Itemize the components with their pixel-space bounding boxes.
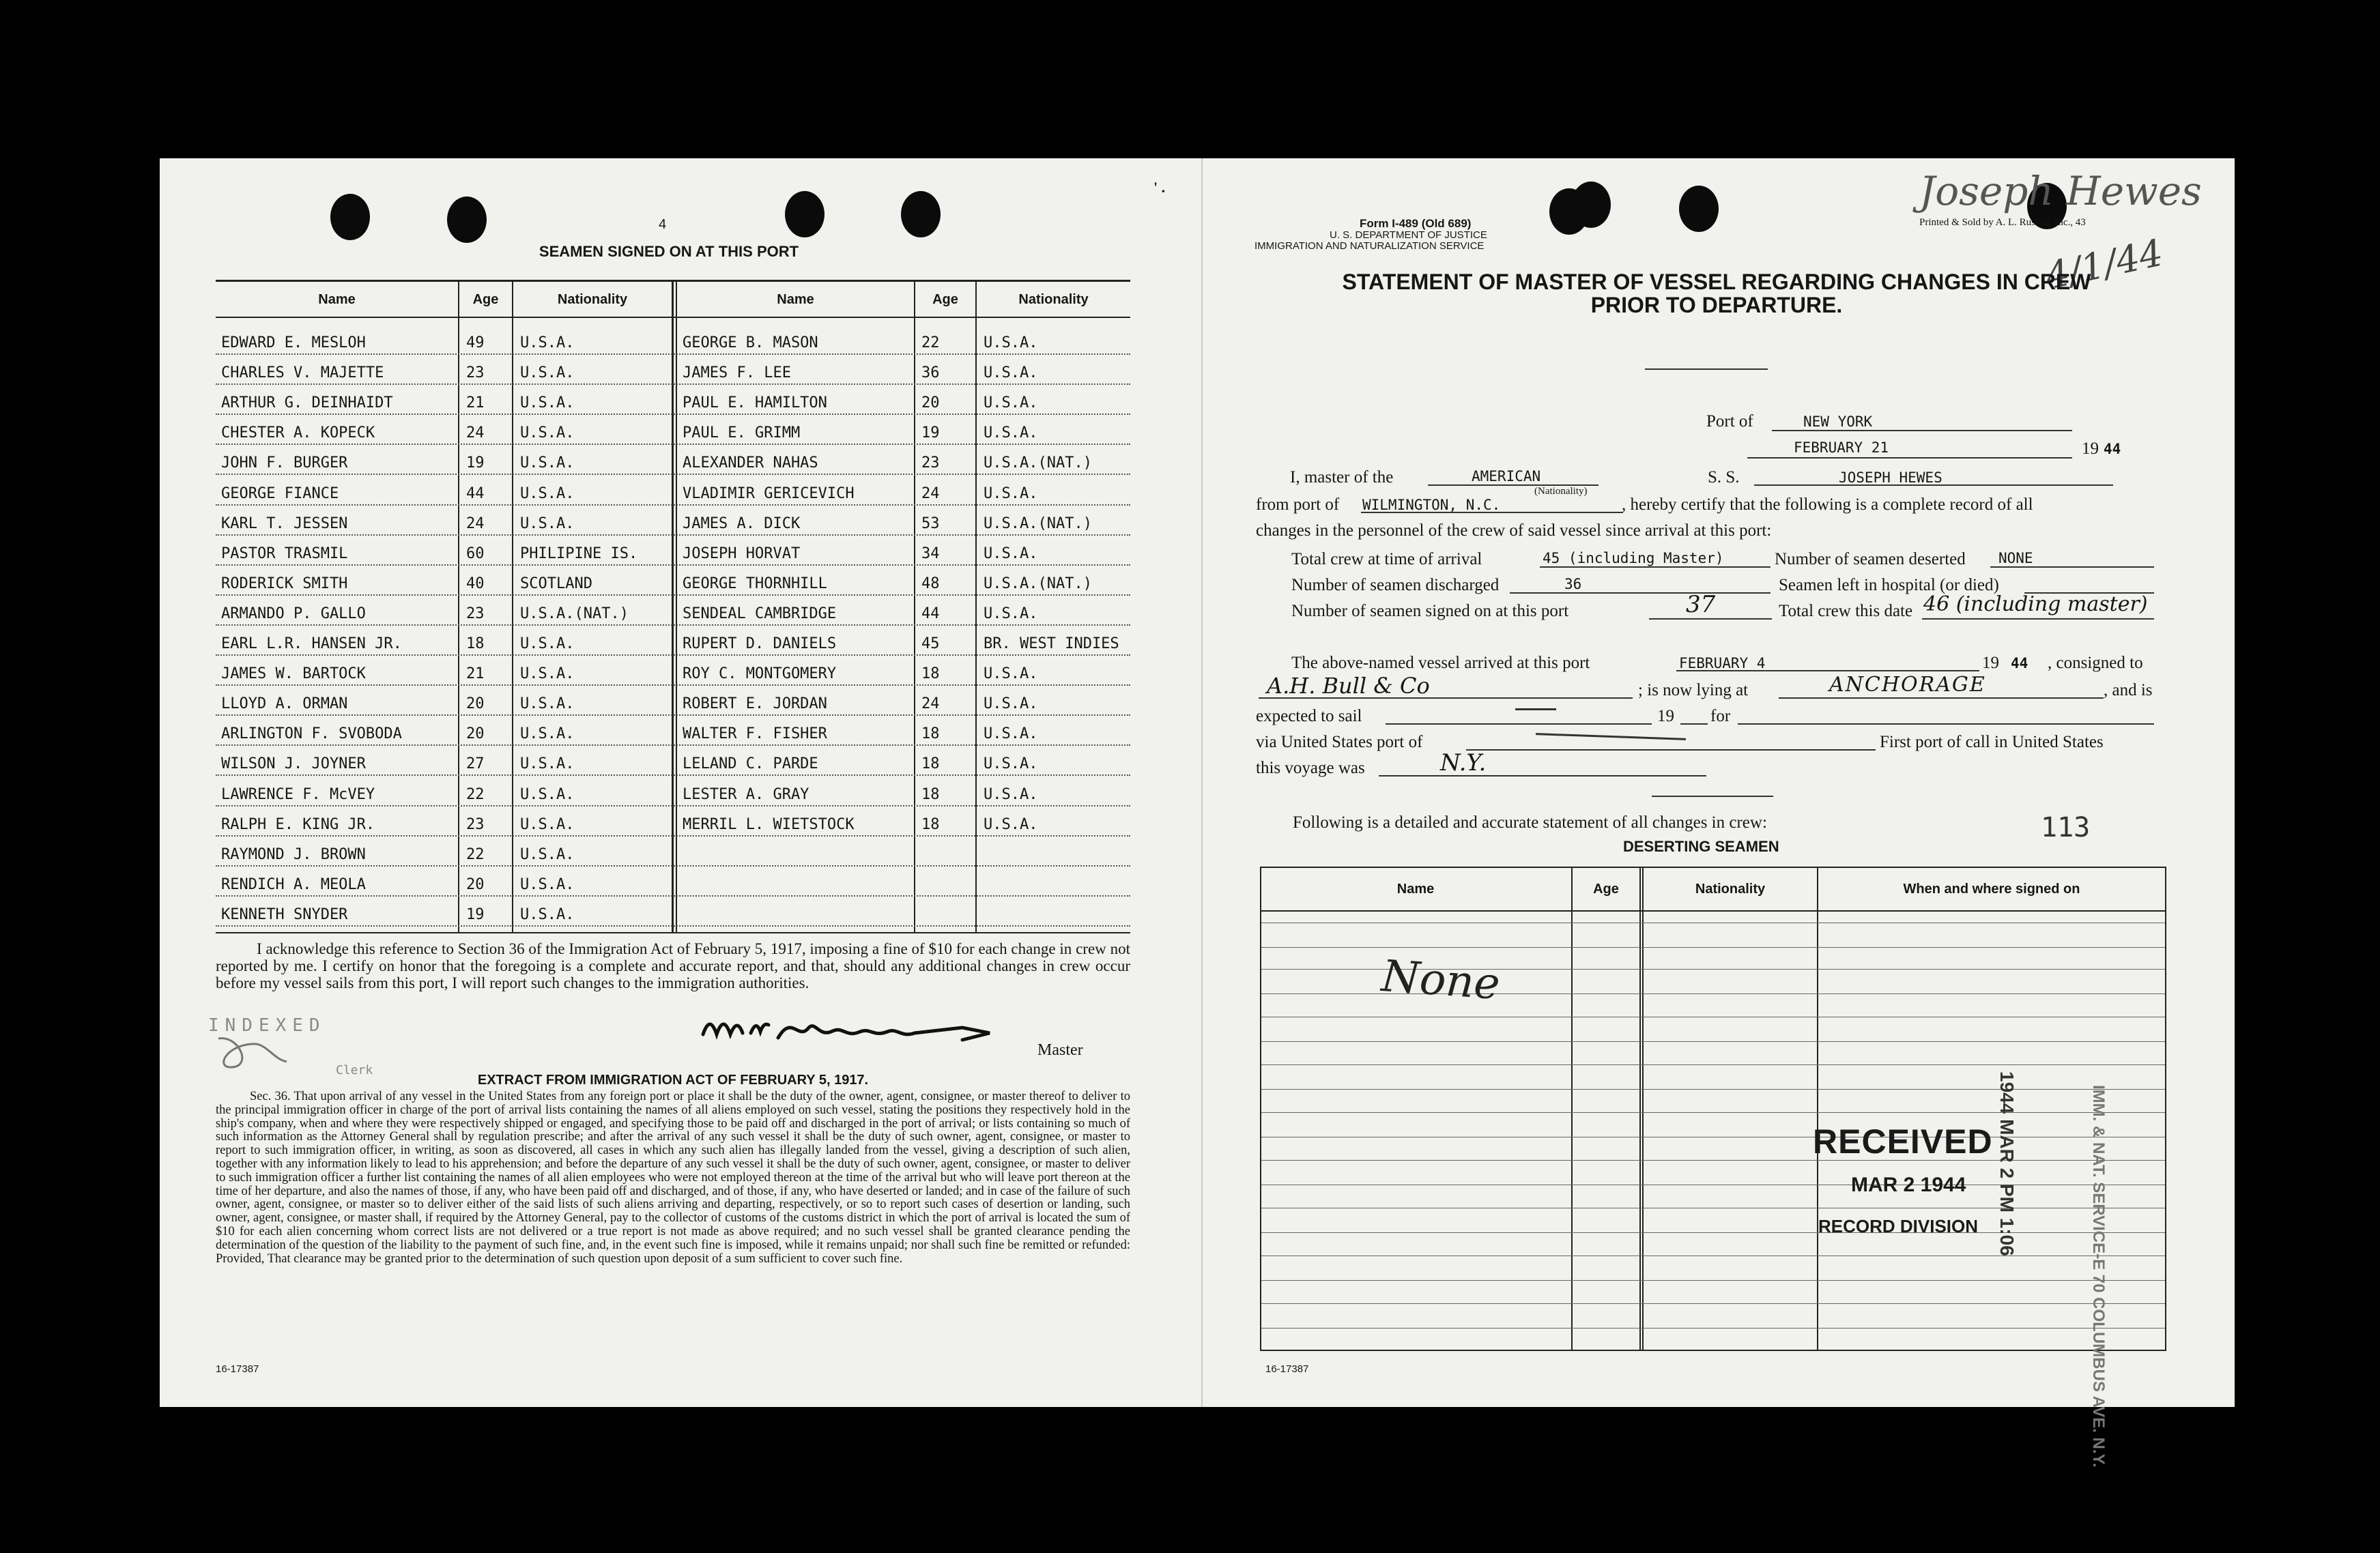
total-crew-value: 45 (including Master)	[1543, 550, 1724, 566]
desert-row-rule	[1261, 1160, 2165, 1161]
crew-nationality-cell: U.S.A.	[984, 755, 1038, 773]
punch-hole	[447, 197, 487, 243]
crew-name-cell: PAUL E. HAMILTON	[683, 394, 827, 412]
crew-nationality-cell: U.S.A.	[984, 815, 1038, 833]
total-crew-label: Total crew at time of arrival	[1291, 550, 1482, 568]
date-line	[1747, 457, 2072, 459]
row-rule	[216, 594, 1130, 596]
crew-name-cell: KARL T. JESSEN	[221, 514, 348, 532]
row-rule	[216, 564, 1130, 566]
crew-name-cell: JAMES W. BARTOCK	[221, 665, 366, 683]
crew-nationality-cell: U.S.A.	[984, 484, 1038, 502]
desert-entry: None	[1379, 951, 1502, 1010]
desert-row-rule	[1261, 1112, 2165, 1113]
crew-name-cell: CHESTER A. KOPECK	[221, 424, 375, 442]
crew-name-cell: LAWRENCE F. McVEY	[221, 785, 375, 803]
crew-age-cell: 48	[921, 575, 940, 592]
arrived-label: The above-named vessel arrived at this port	[1291, 654, 1590, 672]
crew-name-cell: EDWARD E. MESLOH	[221, 334, 366, 351]
desert-row-rule	[1261, 1064, 2165, 1065]
clerk-label: Clerk	[336, 1063, 373, 1077]
page-fold	[1201, 158, 1203, 1407]
crew-name-cell: ROY C. MONTGOMERY	[683, 665, 837, 683]
received-date: MAR 2 1944	[1851, 1174, 1966, 1196]
total-date-label: Total crew this date	[1779, 602, 1913, 620]
crew-nationality-cell: U.S.A.	[520, 454, 575, 472]
printer-note: Printed & Sold by A. L. Russell, Inc., 43	[1919, 217, 2086, 228]
received-stamp: RECEIVED	[1813, 1122, 1993, 1161]
for-line	[1738, 723, 2154, 725]
clerk-initials	[212, 1032, 293, 1071]
row-rule	[216, 534, 1130, 536]
row-rule	[216, 383, 1130, 385]
crew-nationality-cell: U.S.A.	[520, 635, 575, 652]
crew-age-cell: 18	[921, 665, 940, 683]
expected-dash	[1515, 708, 1556, 710]
crew-nationality-cell: U.S.A.	[984, 665, 1038, 683]
year-value: 44	[2104, 441, 2121, 457]
crew-name-cell: PAUL E. GRIMM	[683, 424, 801, 442]
title-rule	[1645, 368, 1768, 370]
handwritten-ship-name: Joseph Hewes	[1919, 168, 2202, 214]
crew-age-cell: 40	[466, 575, 485, 592]
port-line	[1772, 430, 2072, 431]
row-rule	[216, 925, 1130, 927]
crew-nationality-cell: U.S.A.(NAT.)	[520, 605, 629, 622]
crew-age-cell: 23	[466, 815, 485, 833]
crew-age-cell: 24	[466, 424, 485, 442]
lying-line	[1779, 697, 2104, 699]
row-rule	[216, 474, 1130, 475]
discharged-line	[1510, 592, 1770, 594]
deserted-value: NONE	[1998, 550, 2033, 566]
row-rule	[216, 444, 1130, 445]
crew-nationality-cell: U.S.A.	[520, 905, 575, 923]
crew-name-cell: SENDEAL CAMBRIDGE	[683, 605, 837, 622]
row-rule	[216, 353, 1130, 355]
acknowledgement-text: I acknowledge this reference to Section 36 of the Immigration Act of February 5, 1917, imposing a fine of $10 for each change in crew not reported by me. I certify on honor that the foregoing is a complete and accurate report, and that, should any additional changes in crew occur before my vessel sails from this port, I will report such changes to the immigration authorities.	[216, 940, 1130, 991]
voyage-label: this voyage was	[1256, 759, 1365, 777]
crew-nationality-cell: U.S.A.	[520, 755, 575, 773]
master-label: Master	[1037, 1041, 1083, 1059]
record-division: RECORD DIVISION	[1818, 1216, 1979, 1236]
crew-name-cell: RAYMOND J. BROWN	[221, 845, 366, 863]
crew-name-cell: ALEXANDER NAHAS	[683, 454, 818, 472]
punch-hole	[785, 191, 825, 237]
crew-nationality-cell: U.S.A.(NAT.)	[984, 575, 1092, 592]
crew-nationality-cell: U.S.A.	[520, 725, 575, 743]
signed-on-value: 37	[1686, 591, 1716, 618]
crew-nationality-cell: U.S.A.	[520, 875, 575, 893]
hospital-label: Seamen left in hospital (or died)	[1779, 576, 1999, 594]
crew-nationality-cell: U.S.A.	[984, 605, 1038, 622]
extract-title: EXTRACT FROM IMMIGRATION ACT OF FEBRUARY 5, 1917.	[477, 1073, 869, 1088]
crew-name-cell: RUPERT D. DANIELS	[683, 635, 837, 652]
following-label: Following is a detailed and accurate statement of all changes in crew:	[1293, 813, 1767, 832]
discharged-value: 36	[1564, 576, 1582, 592]
desert-row-rule	[1261, 1041, 2165, 1042]
desert-row-rule	[1261, 1303, 2165, 1304]
form-title	[1290, 270, 2143, 317]
crew-name-cell: LLOYD A. ORMAN	[221, 695, 348, 713]
desert-column-header: Nationality	[1695, 882, 1766, 897]
crew-nationality-cell: U.S.A.	[520, 364, 575, 382]
crew-nationality-cell: U.S.A.	[984, 725, 1038, 743]
row-rule	[216, 774, 1130, 776]
year-prefix: 19	[2082, 439, 2099, 458]
desert-row-rule	[1261, 1089, 2165, 1090]
punch-hole	[1679, 186, 1719, 232]
master-signature	[689, 1007, 1010, 1055]
from-port-value: WILMINGTON, N.C.	[1362, 497, 1501, 513]
form-code-right: 16-17387	[1265, 1363, 1309, 1375]
via-label: via United States port of	[1256, 733, 1423, 751]
via-line	[1466, 749, 1876, 751]
crew-nationality-cell: U.S.A.	[984, 394, 1038, 412]
arrived-year: 44	[2011, 655, 2028, 671]
for-label: for	[1710, 707, 1731, 725]
crew-name-cell: ARLINGTON F. SVOBODA	[221, 725, 402, 743]
crew-age-cell: 27	[466, 755, 485, 773]
crew-name-cell: GEORGE B. MASON	[683, 334, 818, 351]
ss-label: S. S.	[1708, 468, 1740, 487]
certify-text: , hereby certify that the following is a complete record of all	[1622, 495, 2033, 514]
desert-row-rule	[1261, 1232, 2165, 1233]
crew-age-cell: 22	[466, 785, 485, 803]
crew-name-cell: CHARLES V. MAJETTE	[221, 364, 384, 382]
voyage-line	[1379, 775, 1706, 776]
crew-nationality-cell: U.S.A.	[520, 334, 575, 351]
time-stamp: 1944 MAR 2 PM 1:06	[1996, 1071, 2018, 1256]
crew-name-cell: RODERICK SMITH	[221, 575, 348, 592]
crew-nationality-cell: U.S.A.	[984, 545, 1038, 562]
form-title-line2: PRIOR TO DEPARTURE.	[1590, 293, 1843, 317]
section-rule	[1652, 796, 1773, 797]
crew-name-cell: EARL L.R. HANSEN JR.	[221, 635, 402, 652]
row-rule	[216, 504, 1130, 506]
desert-row-rule	[1261, 1280, 2165, 1281]
crew-name-cell: KENNETH SNYDER	[221, 905, 348, 923]
crew-age-cell: 19	[921, 424, 940, 442]
expected-year-line	[1680, 723, 1708, 725]
crew-age-cell: 20	[921, 394, 940, 412]
row-rule	[216, 835, 1130, 837]
crew-age-cell: 24	[921, 695, 940, 713]
crew-nationality-cell: U.S.A.	[520, 484, 575, 502]
crew-age-cell: 44	[466, 484, 485, 502]
lying-label: ; is now lying at	[1638, 681, 1749, 699]
page-stamp: 113	[2041, 812, 2091, 843]
service: IMMIGRATION AND NATURALIZATION SERVICE	[1254, 240, 1485, 252]
crew-nationality-cell: U.S.A.	[520, 424, 575, 442]
deserted-line	[1990, 566, 2154, 568]
desert-column-header: Age	[1593, 882, 1619, 897]
row-rule	[216, 805, 1130, 807]
first-port-label: First port of call in United States	[1880, 733, 2104, 751]
extract-text: Sec. 36. That upon arrival of any vessel in the United States from any foreign port or place it shall be the duty of the owner, agent, consignee, or master thereof to deliver to the principal immigration officer in charge of the port of arrival lists containing the names of all aliens employed on such vessel, stating the positions they respectively hold in the ship's company, when and where they were respectively shipped or engaged, and specifying those to be paid off and discharged in the port of arrival; or lists containing so much of such information as the Attorney General shall by regulation prescribe; and after the arrival of any such vessel it shall be the duty of such owner, agent, consignee, or master to report to such immigration officer, in writing, as soon as discovered, all cases in which any such alien has illegally landed from the vessel, giving a description of such alien, together with any information likely to lead to his apprehension; and before the departure of any such vessel it shall be the duty of such owner, agent, consignee, or master to deliver to such immigration officer a further list containing the names of all alien employees who were not employed thereon at the time of the arrival but who will leave port thereon at the time of her departure, and also the names of those, if any, who have been paid off and discharged, and of those, if any, who have deserted or landed; and in case of the failure of such owner, agent, consignee, or master so to deliver either of the said lists of such aliens arriving and departing, respectively, or so to report such cases of desertion or landing, such owner, agent, consignee, or master shall, if required by the Attorney General, pay to the collector of customs of the customs district in which the port of arrival is located the sum of $10 for each alien concerning whom correct lists are not delivered or a true report is not made as above required; and no such vessel shall be granted clearance pending the determination of the question of the liability to the payment of such fine, and, in the event such fine is imposed, while it remains unpaid; nor shall such fine be remitted or refunded: Provided, That clearance may be granted prior to the determination of such question upon deposit of a sum sufficient to cover such fine.	[216, 1090, 1130, 1266]
crew-name-cell: ARMANDO P. GALLO	[221, 605, 366, 622]
crew-age-cell: 20	[466, 875, 485, 893]
row-rule	[216, 624, 1130, 626]
crew-nationality-cell: U.S.A.	[520, 394, 575, 412]
crew-nationality-cell: U.S.A.	[984, 785, 1038, 803]
crew-name-cell: JAMES F. LEE	[683, 364, 791, 382]
crew-age-cell: 24	[466, 514, 485, 532]
crew-nationality-cell: U.S.A.	[520, 845, 575, 863]
signed-on-line	[1649, 618, 1772, 620]
column-header: Age	[472, 292, 499, 307]
crew-age-cell: 18	[921, 785, 940, 803]
crew-name-cell: MERRIL L. WIETSTOCK	[683, 815, 855, 833]
crew-nationality-cell: U.S.A.	[520, 665, 575, 683]
crew-age-cell: 45	[921, 635, 940, 652]
deserting-table	[1260, 867, 2166, 1351]
crew-age-cell: 18	[921, 815, 940, 833]
crew-nationality-cell: U.S.A.(NAT.)	[984, 514, 1092, 532]
crew-nationality-cell: U.S.A.	[520, 785, 575, 803]
row-rule	[216, 684, 1130, 686]
crew-age-cell: 24	[921, 484, 940, 502]
crew-age-cell: 21	[466, 394, 485, 412]
crew-name-cell: LELAND C. PARDE	[683, 755, 818, 773]
crew-name-cell: RALPH E. KING JR.	[221, 815, 375, 833]
fold-mark: ' .	[1153, 179, 1166, 196]
and-is-label: , and is	[2104, 681, 2153, 699]
crew-nationality-cell: U.S.A.	[520, 695, 575, 713]
crew-name-cell: JAMES A. DICK	[683, 514, 801, 532]
crew-age-cell: 18	[466, 635, 485, 652]
crew-age-cell: 36	[921, 364, 940, 382]
date-value: FEBRUARY 21	[1794, 439, 1889, 456]
crew-age-cell: 20	[466, 695, 485, 713]
crew-nationality-cell: U.S.A.	[984, 695, 1038, 713]
crew-nationality-cell: U.S.A.	[520, 514, 575, 532]
indexed-stamp: INDEXED	[208, 1015, 326, 1036]
expected-label: expected to sail	[1256, 707, 1362, 725]
crew-name-cell: WILSON J. JOYNER	[221, 755, 366, 773]
handwritten-date: 4/1/44	[2041, 231, 2167, 298]
column-header: Age	[932, 292, 958, 307]
desert-column-header: Name	[1396, 882, 1435, 897]
voyage-value: N.Y.	[1440, 749, 1487, 776]
crew-name-cell: ARTHUR G. DEINHAIDT	[221, 394, 393, 412]
crew-name-cell: LESTER A. GRAY	[683, 785, 809, 803]
port-value: NEW YORK	[1803, 413, 1873, 430]
column-header: Name	[318, 292, 356, 307]
crew-age-cell: 19	[466, 454, 485, 472]
row-rule	[216, 413, 1130, 415]
row-rule	[216, 654, 1130, 656]
total-crew-line	[1540, 566, 1770, 568]
crew-name-cell: RENDICH A. MEOLA	[221, 875, 366, 893]
crew-age-cell: 53	[921, 514, 940, 532]
crew-age-cell: 22	[466, 845, 485, 863]
crew-name-cell: JOSEPH HORVAT	[683, 545, 801, 562]
crew-name-cell: JOHN F. BURGER	[221, 454, 348, 472]
form-code: 16-17387	[216, 1363, 259, 1375]
row-rule	[216, 744, 1130, 746]
row-rule	[216, 865, 1130, 867]
crew-nationality-cell: U.S.A.(NAT.)	[984, 454, 1092, 472]
desert-row-rule	[1261, 1328, 2165, 1329]
lying-value: ANCHORAGE	[1829, 673, 1986, 697]
desert-row-rule	[1261, 910, 2165, 912]
crew-age-cell: 19	[466, 905, 485, 923]
punch-hole	[901, 191, 941, 237]
crew-name-cell: WALTER F. FISHER	[683, 725, 827, 743]
crew-age-cell: 23	[466, 605, 485, 622]
ship-name: JOSEPH HEWES	[1839, 469, 1942, 486]
consigned-label: , consigned to	[2048, 654, 2143, 672]
crew-age-cell: 23	[466, 364, 485, 382]
crew-age-cell: 21	[466, 665, 485, 683]
crew-name-cell: GEORGE FIANCE	[221, 484, 339, 502]
crew-name-cell: VLADIMIR GERICEVICH	[683, 484, 855, 502]
consignee-value: A.H. Bull & Co	[1267, 673, 1430, 699]
master-of-label: I, master of the	[1290, 468, 1394, 487]
crew-age-cell: 34	[921, 545, 940, 562]
signed-on-label: Number of seamen signed on at this port	[1291, 602, 1569, 620]
total-date-value: 46 (including master)	[1923, 592, 2148, 616]
page-number: 4	[659, 217, 667, 232]
port-label: Port of	[1706, 412, 1753, 431]
crew-nationality-cell: SCOTLAND	[520, 575, 592, 592]
nationality-caption: (Nationality)	[1534, 486, 1588, 497]
crew-age-cell: 20	[466, 725, 485, 743]
expected-line	[1386, 723, 1652, 725]
column-header: Nationality	[557, 292, 628, 307]
crew-nationality-cell: PHILIPINE IS.	[520, 545, 638, 562]
desert-row-rule	[1261, 947, 2165, 948]
crew-nationality-cell: U.S.A.	[984, 334, 1038, 351]
crew-age-cell: 60	[466, 545, 485, 562]
crew-table	[216, 280, 1130, 933]
crew-age-cell: 18	[921, 725, 940, 743]
crew-nationality-cell: U.S.A.	[984, 364, 1038, 382]
column-header: Name	[777, 292, 814, 307]
crew-name-cell: PASTOR TRASMIL	[221, 545, 348, 562]
column-header: Nationality	[1018, 292, 1089, 307]
crew-age-cell: 22	[921, 334, 940, 351]
expected-year-prefix: 19	[1657, 707, 1674, 725]
crew-age-cell: 44	[921, 605, 940, 622]
arrived-value: FEBRUARY 4	[1679, 655, 1766, 671]
section-heading: SEAMEN SIGNED ON AT THIS PORT	[539, 243, 799, 260]
form-title-line1: STATEMENT OF MASTER OF VESSEL REGARDING CHANGES IN CREW	[1342, 270, 2091, 294]
crew-age-cell: 23	[921, 454, 940, 472]
deserted-label: Number of seamen deserted	[1775, 550, 1966, 568]
crew-nationality-cell: U.S.A.	[984, 424, 1038, 442]
service-stamp: IMM. & NAT. SERVICE-E 70 COLUMBUS AVE. N.Y.	[2089, 1085, 2108, 1468]
row-rule	[216, 714, 1130, 716]
deserting-heading: DESERTING SEAMEN	[1623, 838, 1779, 855]
discharged-label: Number of seamen discharged	[1291, 576, 1500, 594]
row-rule	[216, 895, 1130, 897]
arrived-year-prefix: 19	[1982, 654, 1999, 672]
crew-age-cell: 49	[466, 334, 485, 351]
department: U. S. DEPARTMENT OF JUSTICE	[1330, 229, 1487, 241]
crew-name-cell: ROBERT E. JORDAN	[683, 695, 827, 713]
crew-nationality-cell: U.S.A.	[520, 815, 575, 833]
from-port-label: from port of	[1256, 495, 1340, 514]
total-date-line	[1922, 618, 2154, 620]
crew-name-cell: GEORGE THORNHILL	[683, 575, 827, 592]
desert-column-header: When and where signed on	[1903, 882, 2080, 897]
form-number: Form I-489 (Old 689)	[1360, 217, 1472, 230]
crew-age-cell: 18	[921, 755, 940, 773]
punch-hole	[330, 194, 370, 240]
punch-hole	[1571, 182, 1611, 228]
nationality-value: AMERICAN	[1472, 468, 1541, 484]
crew-nationality-cell: BR. WEST INDIES	[984, 635, 1119, 652]
changes-text: changes in the personnel of the crew of said vessel since arrival at this port:	[1256, 521, 1772, 540]
